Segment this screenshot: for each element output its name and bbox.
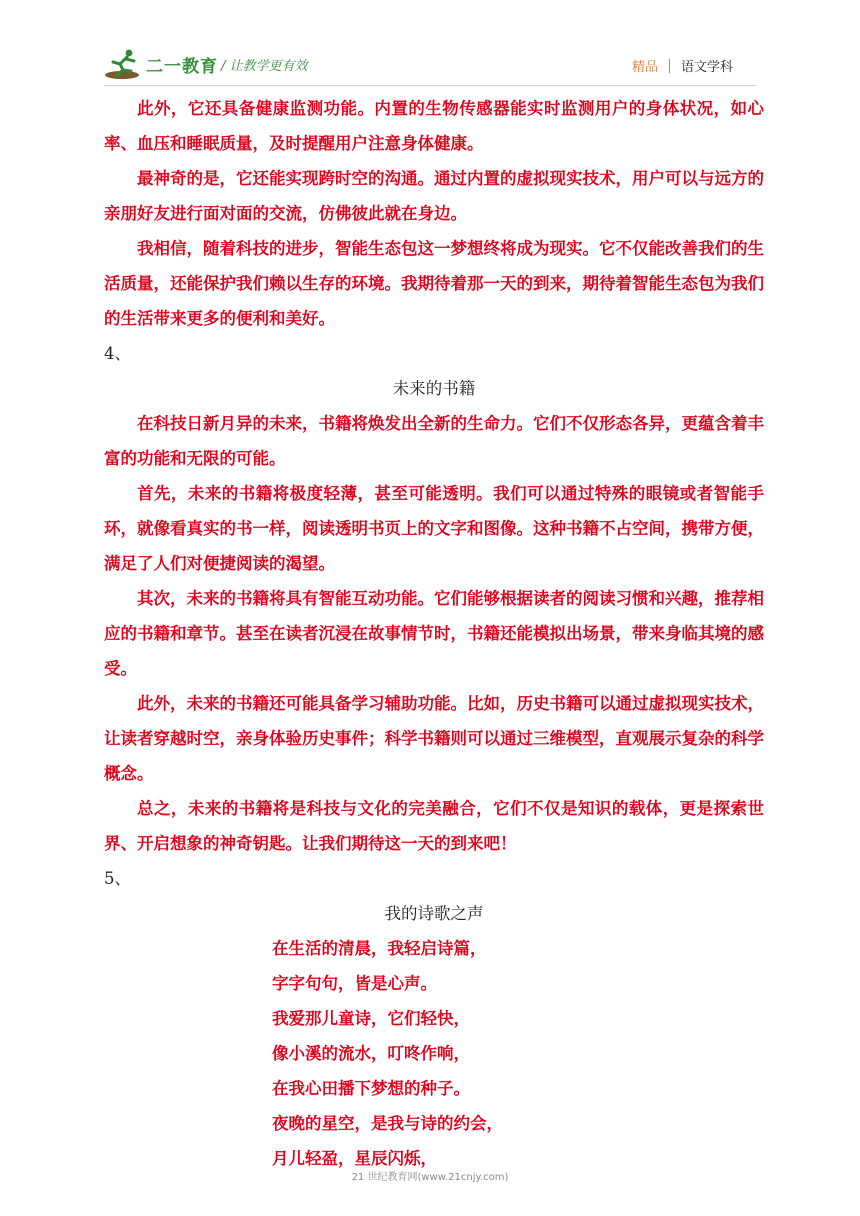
section-number: 5、 — [104, 869, 131, 888]
poem-line: 在生活的清晨，我轻启诗篇， — [272, 939, 487, 958]
quality-label: 精品 — [631, 60, 658, 75]
page-footer: 21 世纪教育网(www.21cnjy.com) — [351, 1172, 509, 1183]
paragraph: 其次，未来的书籍将具有智能互动功能。它们能够根据读者的阅读习惯和兴趣，推荐相应的书籍和章节。甚至在读者沉浸在故事情节时，书籍还能模拟出场景，带来身临其境的感受。 — [104, 589, 764, 678]
paragraph: 总之，未来的书籍将是科技与文化的完美融合，它们不仅是知识的载体，更是探索世界、开启想象的神奇钥匙。让我们期待这一天的到来吧！ — [104, 799, 764, 853]
poem-line: 像小溪的流水，叮咚作响， — [272, 1044, 470, 1063]
section-title: 未来的书籍 — [392, 379, 476, 398]
paragraph: 最神奇的是，它还能实现跨时空的沟通。通过内置的虚拟现实技术，用户可以与远方的亲朋好友进行面对面的交流，仿佛彼此就在身边。 — [104, 169, 764, 223]
poem — [272, 931, 764, 1176]
page-header — [0, 0, 860, 92]
poem-line: 夜晚的星空，是我与诗的约会， — [272, 1114, 503, 1133]
poem-line: 在我心田播下梦想的种子。 — [272, 1079, 470, 1098]
poem-line: 字字句句，皆是心声。 — [272, 974, 437, 993]
subject-label: 语文学科 — [680, 60, 733, 75]
paragraph: 此外，未来的书籍还可能具备学习辅助功能。比如，历史书籍可以通过虚拟现实技术，让读者穿越时空，亲身体验历史事件；科学书籍则可以通过三维模型，直观展示复杂的科学概念。 — [104, 694, 764, 783]
header-divider — [669, 59, 670, 73]
section-title: 我的诗歌之声 — [384, 904, 484, 923]
paragraph: 首先，未来的书籍将极度轻薄，甚至可能透明。我们可以通过特殊的眼镜或者智能手环，就像看真实的书一样，阅读透明书页上的文字和图像。这种书籍不占空间，携带方便，满足了人们对便捷阅读的渴望。 — [104, 484, 764, 573]
paragraph: 我相信，随着科技的进步，智能生态包这一梦想终将成为现实。它不仅能改善我们的生活质量，还能保护我们赖以生存的环境。我期待着那一天的到来，期待着智能生态包为我们的生活带来更多的便利和美好。 — [104, 239, 764, 328]
paragraph: 此外，它还具备健康监测功能。内置的生物传感器能实时监测用户的身体状况，如心率、血压和睡眠质量，及时提醒用户注意身体健康。 — [104, 99, 764, 153]
section-number: 4、 — [104, 344, 131, 363]
document-body — [104, 91, 764, 1176]
header-brand — [632, 56, 733, 75]
runner-logo-icon — [104, 48, 144, 80]
site-logo[interactable] — [104, 48, 218, 80]
header-rule — [104, 85, 756, 86]
logo-text: 二一教育 — [146, 56, 218, 77]
poem-line: 月儿轻盈，星辰闪烁， — [272, 1149, 437, 1168]
poem-line: 我爱那儿童诗，它们轻快， — [272, 1009, 470, 1028]
site-slogan: / 让教学更有效 — [221, 59, 308, 74]
paragraph: 在科技日新月异的未来，书籍将焕发出全新的生命力。它们不仅形态各异，更蕴含着丰富的功能和无限的可能。 — [104, 414, 764, 468]
